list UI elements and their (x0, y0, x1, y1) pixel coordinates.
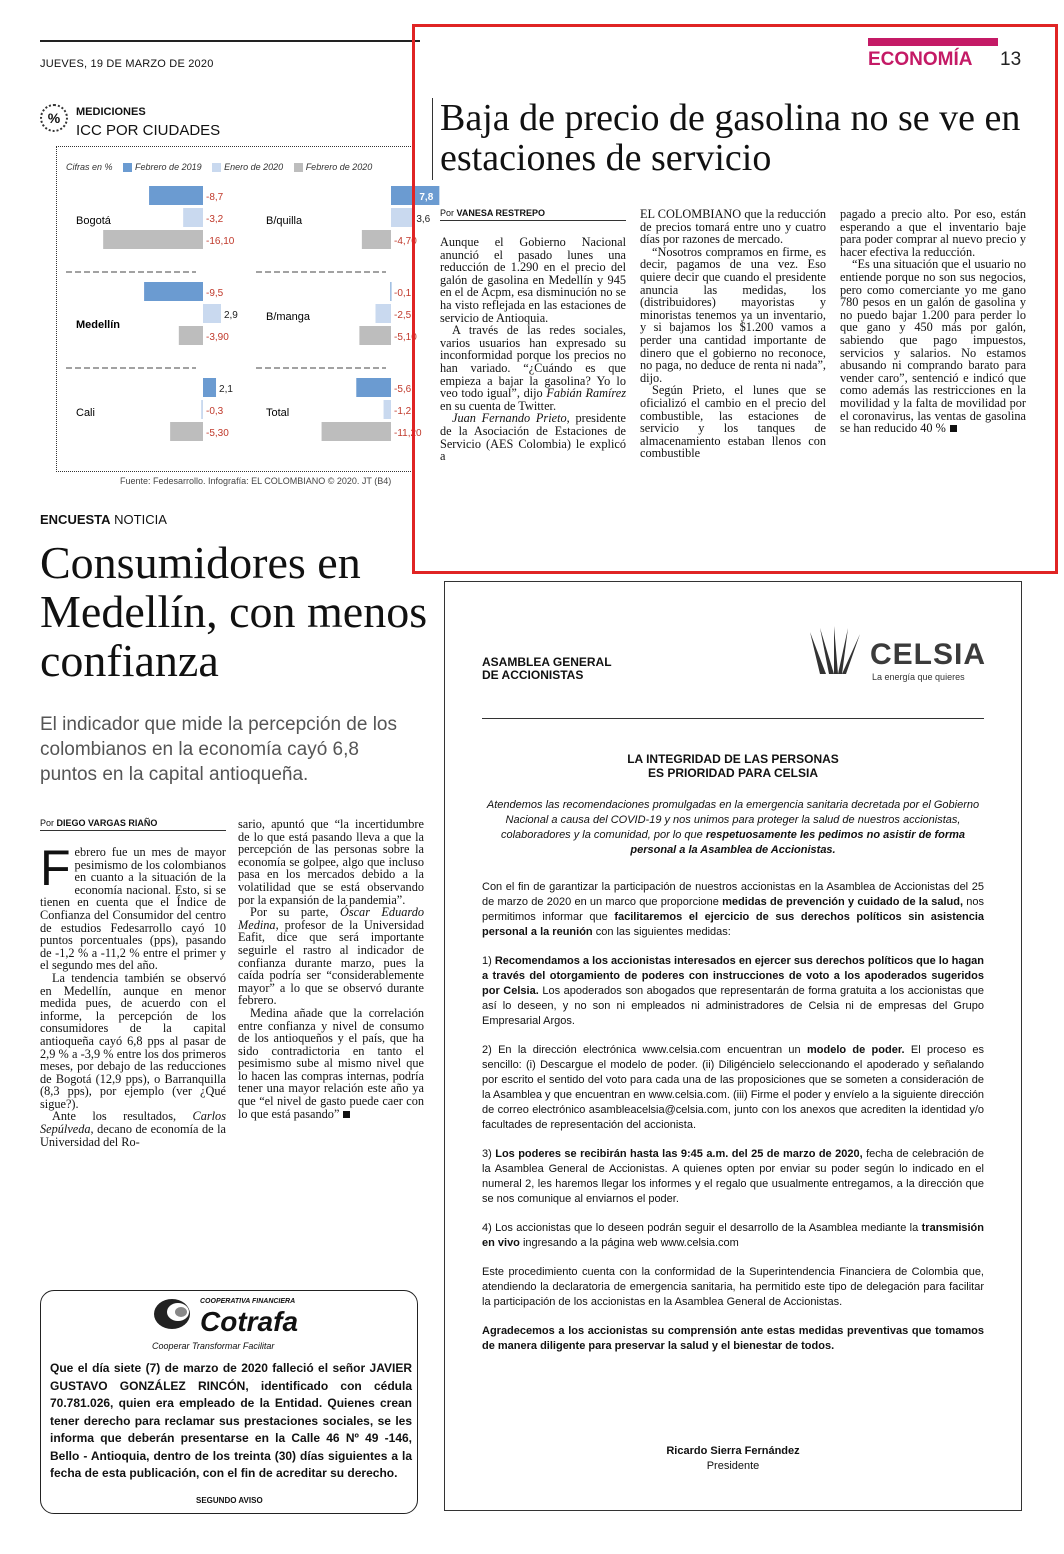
article-column-2 (238, 818, 424, 1120)
icc-bar-chart (56, 180, 434, 470)
ad-paragraph: Este procedimiento cuenta con la conformidad de la Superintendencia Financiera de Colombia que, atendiendo la declaratoria de emergencia sanitaria, ha permitido este tipo de delegación para facilitar la participación de los accionistas en la Asamblea General de Accionistas. (482, 1266, 984, 1308)
legend-prefix: Cifras en % (66, 162, 113, 172)
bar (359, 326, 391, 345)
bar (183, 208, 203, 227)
byline-name: VANESA RESTREPO (456, 208, 546, 218)
bar (149, 186, 203, 205)
paragraph: Según Prieto, el lunes que se oficializó el cambio en el precio del combustible, las estaciones de servicio y los tanques de almacenamiento estaban llenos con combustible (640, 383, 826, 461)
text: 1) (482, 955, 495, 967)
legend-label-feb-2019: Febrero de 2019 (135, 162, 202, 172)
ad-paragraph (482, 954, 984, 1029)
ad-paragraph (482, 1221, 984, 1251)
bar (103, 230, 203, 249)
chart-source: Fuente: Fedesarrollo. Infografía: EL COLOMBIANO © 2020. JT (B4) (120, 476, 392, 486)
text-bold: modelo de poder. (806, 1044, 905, 1056)
bar-value-label: -5,10 (394, 332, 417, 343)
bar-value-label: -3,90 (206, 332, 229, 343)
signer-name: Ricardo Sierra Fernández (666, 1445, 800, 1457)
text: 2) En la dirección electrónica www.celsia.com encuentran un (482, 1044, 807, 1056)
end-mark (343, 1111, 350, 1118)
city-label: B/manga (266, 311, 311, 323)
legend-swatch-jan-2020 (212, 163, 221, 172)
text: Atendemos las recomendaciones promulgadas en la emergencia sanitaria decretada por el Gobierno Nacional a causa del COVID-19 y nos unimos para proteger la salud de nuestros accionistas, colaboradores y la comunidad, por lo que (486, 799, 980, 841)
bar (170, 422, 203, 441)
bar-value-label: -3,2 (206, 214, 224, 225)
bar-value-label: -11,20 (394, 428, 422, 439)
ad-title-line: DE ACCIONISTAS (482, 668, 584, 682)
person-name: Fabián Ramírez (546, 386, 626, 401)
ad-heading-line: ES PRIORIDAD PARA CELSIA (647, 766, 818, 780)
bar (356, 378, 391, 397)
bar-value-label: 2,1 (219, 384, 233, 395)
kicker-bold: ENCUESTA (40, 512, 111, 527)
ad-paragraph (482, 880, 984, 940)
bar-value-label: 7,8 (419, 192, 434, 203)
bar-value-label: 3,6 (416, 214, 431, 225)
end-mark (950, 425, 957, 432)
text: 3) (482, 1148, 496, 1160)
text: 4) Los accionistas que lo deseen podrán seguir el desarrollo de la Asamblea mediante la (482, 1222, 922, 1234)
text: , profesor de la Universidad Eafit, dice que será importante seguirle el rastro al indicador de confianza durante marzo, pues la caída podría ser “considerablemente mayor” a lo que se observó durante febrero. (238, 917, 424, 1008)
paragraph (40, 1110, 226, 1148)
ad-title (482, 656, 612, 682)
cotrafa-slogan: Cooperar Transformar Facilitar (152, 1341, 275, 1351)
page-number: 13 (1000, 49, 1022, 70)
celsia-brand: CELSIA (870, 638, 987, 671)
article-byline (40, 818, 226, 831)
text-bold: medidas de prevención y cuidado de la salud, (722, 896, 963, 908)
section-bar (868, 38, 998, 46)
text: ingresando a la página web www.celsia.com (519, 1237, 739, 1249)
bar-value-label: -5,6 (394, 384, 412, 395)
paragraph: EL COLOMBIANO que la reducción de precios tomará entre uno y cuatro días por razones de mercado. (640, 207, 826, 247)
paragraph (840, 258, 1026, 434)
bar-value-label: -0,3 (206, 406, 224, 417)
byline-name: DIEGO VARGAS RIAÑO (56, 818, 158, 828)
ad-signature (482, 1444, 984, 1474)
headline-rule (432, 98, 433, 180)
bar (201, 400, 203, 419)
section-name: ECONOMÍA (868, 49, 973, 70)
text: Por su parte, (250, 905, 340, 920)
text-bold: transmisión en vivo (482, 1222, 984, 1249)
text: Los apoderados son abogados que representarán de forma gratuita a los accionistas que así lo deseen, y no son ni empleados ni administradores de Celsia ni de empresas del Grupo Empresarial Argos. (482, 985, 984, 1027)
chart-legend (66, 162, 372, 172)
text: , identificado con cédula 70.781.026, quien era empleado de la Entidad. Quienes crean tener derecho para reclamar sus prestaciones sociales, se les informa que deberán presentarse en la Calle 46 Nº 49 -146, Bello - Antioquia, dentro de los treinta (30) días siguientes a la fecha de esta publicación, con el fin de acreditar su derecho. (50, 1378, 412, 1480)
bar (322, 422, 391, 441)
article-deck: El indicador que mide la percepción de los colombianos en la economía cayó 6,8 puntos en la capital antioqueña. (40, 714, 397, 785)
text-bold: facilitaremos el ejercicio de sus derechos políticos sin asistencia personal a la reunión (482, 911, 984, 938)
bar (203, 378, 216, 397)
paragraph: ebrero fue un mes de mayor pesimismo de los colombianos en cuanto a la situación de la economía nacional. Esto, si se tienen en cuenta que el Índice de Confianza del Consumidor del centro de estudios Fedesarrollo cayó 10 puntos porcentuales (pps), pasando de -1,2 % a -11,2 % entre el primer y el segundo mes del año. (40, 845, 226, 973)
cotrafa-name: Cotrafa (200, 1306, 299, 1337)
gasoline-column-1 (440, 236, 626, 463)
person-name: Óscar Eduardo Medina (238, 905, 424, 932)
article-headline: Consumidores en Medellín, con menos confianza (40, 537, 428, 686)
text: , presidente de la Asociación de Estaciones de Servicio (AES Colombia) le explicó a (440, 411, 626, 464)
city-label: B/quilla (266, 215, 303, 227)
gasoline-column-2 (640, 208, 826, 460)
legend-label-feb-2020: Febrero de 2020 (305, 162, 373, 172)
ad-paragraph: Agradecemos a los accionistas su comprensión ante estas medidas preventivas que tomamos de manera diligente para preservar la salud y el bienestar de todos. (482, 1325, 984, 1352)
person-name: Juan Fernando Prieto (452, 411, 567, 426)
cotrafa-notice-text (50, 1360, 412, 1483)
bar (144, 282, 203, 301)
article-kicker (40, 512, 167, 527)
text: Medina añade que la correlación entre confianza y nivel de consumo de los antioqueños y el país, que ha sido contradictoria en tanto el pesimismo sube al mismo nivel que lo hacen las compras internas, podría tener una mayor relación este año ya que “el nivel de gasto puede caer con lo que está pasando” (238, 1005, 424, 1121)
gasoline-byline (440, 208, 626, 221)
ad-divider (482, 718, 984, 719)
bar-value-label: -1,2 (394, 406, 412, 417)
bar (376, 304, 392, 323)
ad-heading (482, 752, 984, 780)
celsia-logo-icon (804, 624, 864, 680)
paragraph: “Nosotros compramos en firme, es decir, pagamos de una vez. Eso quiere decir que cuando el presidente anuncia las medidas, los (distribuidores) mayoristas y minoristas tenemos ya un inventario, y si bajamos los $1.200 vamos a perder una cantidad importante de dinero que el gobierno no reconoce, no paga, no deduce de renta ni nada”, dijo. (640, 244, 826, 385)
bar-value-label: -5,30 (206, 428, 229, 439)
paragraph (238, 1007, 424, 1120)
ad-heading-line: LA INTEGRIDAD DE LAS PERSONAS (627, 752, 839, 766)
cotrafa-coop-label: COOPERATIVA FINANCIERA (200, 1298, 296, 1305)
bar-value-label: 2,9 (223, 310, 238, 321)
text: nos permitimos informar que (482, 896, 984, 923)
gasoline-headline: Baja de precio de gasolina no se ve en estaciones de servicio (440, 97, 1021, 179)
bar-value-label: -8,7 (206, 192, 224, 203)
chart-title: ICC POR CIUDADES (76, 122, 221, 139)
signer-title: Presidente (706, 1460, 760, 1472)
city-label: Medellín (76, 319, 121, 331)
text-bold: Recomendamos a los accionistas interesados en ejercer sus derechos políticos que lo hagan a través del otorgamiento de poderes con instrucciones de voto a los apoderados sugeridos por Celsia. (482, 955, 985, 997)
city-label: Bogotá (76, 215, 111, 227)
text: El proceso es sencillo: (i) Descargue el modelo de poder. (ii) Diligéncielo seleccionando el apoderado y señalando por escrito el sentido del voto para cada una de las proposiciones que se someten a consideración de la Asamblea y que encuentran en www.celsia.com. (iii) Firme el poder y envíelo a la siguiente dirección de correo electrónico asambleacelsia@celsia.com, junto con los anexos que acrediten la identidad y/o facultades de representación del accionista. (482, 1044, 985, 1131)
paragraph (440, 324, 626, 412)
person-name: Carlos Sepúlveda (40, 1109, 226, 1137)
bar-value-label: -16,10 (206, 236, 235, 247)
ad-paragraph (482, 1043, 984, 1133)
bar-value-label: -9,5 (206, 288, 224, 299)
gasoline-column-3 (840, 208, 1026, 435)
bar (391, 208, 413, 227)
bar (384, 400, 391, 419)
text: Ante los resultados, (52, 1109, 193, 1124)
paragraph (440, 412, 626, 462)
text: Con el fin de garantizar la participación de nuestros accionistas en la Asamblea de Accionistas del 25 de marzo de 2020 en un marco que proporcione (482, 881, 984, 908)
legend-swatch-feb-2020 (294, 163, 303, 172)
legend-label-jan-2020: Enero de 2020 (224, 162, 284, 172)
bar (179, 326, 203, 345)
bar-value-label: -0,1 (394, 288, 412, 299)
issue-date: JUEVES, 19 DE MARZO DE 2020 (40, 58, 214, 70)
text: Que el día siete (7) de marzo de 2020 falleció el señor (50, 1361, 370, 1375)
byline-prefix: Por (40, 818, 55, 828)
drop-cap: F (40, 840, 71, 896)
text-bold: respetuosamente les pedimos no asistir de forma personal a la Asamblea de Accionistas. (630, 829, 966, 856)
percent-icon: % (40, 104, 68, 132)
bar-value-label: -2,5 (394, 310, 412, 321)
text: con las siguientes medidas: (592, 926, 731, 938)
ad-body (482, 880, 984, 1368)
celsia-tagline: La energía que quieres (872, 672, 965, 682)
text: A través de las redes sociales, varios usuarios han expresado su inconformidad porque los precios no han variado. “¿Cuándo es que empieza a bajar la gasolina? Yo lo veo todo igual”, dijo (440, 323, 626, 401)
kicker-light: NOTICIA (114, 512, 167, 527)
top-rule (40, 40, 420, 42)
ad-intro (482, 798, 984, 858)
article-column-1 (40, 840, 226, 1149)
city-label: Cali (76, 407, 95, 419)
text: , decano de economía de la Universidad del Ro- (40, 1122, 226, 1149)
paragraph: Aunque el Gobierno Nacional anunció el pasado lunes una reducción de 1.290 en el precio del galón de gasolina en Medellín y 945 en el de Acpm, esa disminución no se ha visto reflejada en las estaciones de servicio de Antioquia. (440, 235, 626, 325)
bar (203, 304, 221, 323)
text: en su cuenta de Twitter. (440, 398, 557, 413)
paragraph: pagado a precio alto. Por eso, están esperando a que el inventario baje para poder comprar al nuevo precio y hacer efectiva la reducción. (840, 207, 1026, 259)
bar (362, 230, 391, 249)
bar (390, 282, 391, 301)
legend-swatch-feb-2019 (123, 163, 132, 172)
paragraph (238, 906, 424, 1007)
ad-paragraph (482, 1147, 984, 1207)
paragraph: sario, apuntó que “la incertidumbre de lo que está pasando lleva a que la percepción de las personas sobre la economía se golpee, algo que incluso pasa en los mercados debido a la volatilidad que se está observando por la expansión de la pandemia”. (238, 817, 424, 907)
byline-prefix: Por (440, 208, 455, 218)
text: “Es una situación que el usuario no entiende porque no son sus negocios, pero como comerciante yo me gano 780 pesos en un galón de gasolina y no puedo bajar 1.200 para perder lo que gano y 450 más por galón, sabiendo que pago impuestos, servicios y salarios. No estamos abusando ni comprando barato para vender caro”, sentenció e indicó que como además las restricciones en la movilidad y la falta de movilidad por el coronavirus, las ventas de gasolina se han reducido 40 % (840, 257, 1026, 436)
text: fecha de celebración de la Asamblea General de Accionistas. A quienes opten por enviar su poder según lo indicado en el numeral 2, les haremos llegar los informes y el regalo que usualmente entregamos, a la dirección que se nos comunique al enviarnos el poder. (482, 1148, 984, 1205)
person-name: JAVIER GUSTAVO GONZÁLEZ RINCÓN (50, 1361, 412, 1393)
cotrafa-logo-icon (148, 1296, 200, 1332)
chart-kicker: MEDICIONES (76, 106, 146, 118)
ad-title-line: ASAMBLEA GENERAL (482, 655, 612, 669)
bar-value-label: -4,70 (394, 236, 417, 247)
paragraph: La tendencia también se observó en Medellín, aunque en menor medida pues, de acuerdo con el informe, la percepción de los consumidores de la capital antioqueña cayó 6,8 pps al pasar de 2,9 % a -3,9 % entre los dos primeros meses, por debajo de las reducciones de Bogotá (12,9 pps), o Barranquilla (8,3 pps), por ejemplo (ver ¿Qué sigue?). (40, 970, 226, 1111)
text-bold: Los poderes se recibirán hasta las 9:45 a.m. del 25 de marzo de 2020, (495, 1148, 863, 1160)
cotrafa-aviso: SEGUNDO AVISO (196, 1496, 263, 1505)
city-label: Total (266, 407, 290, 419)
